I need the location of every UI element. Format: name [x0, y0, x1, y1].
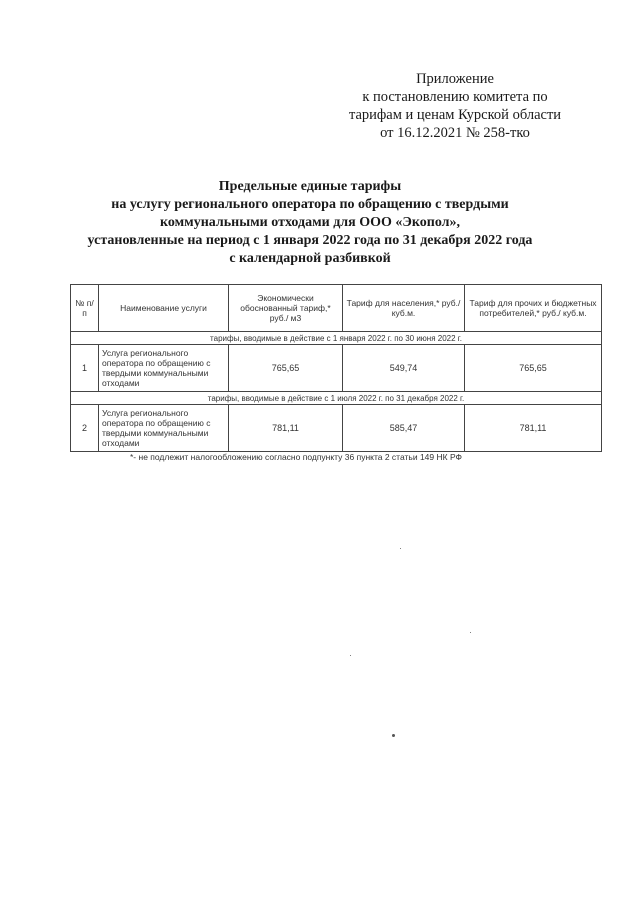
scan-speck — [470, 632, 471, 633]
row-population-tariff: 585,47 — [343, 405, 465, 452]
row-population-tariff: 549,74 — [343, 345, 465, 392]
row-service: Услуга регионального оператора по обращению с твердыми коммунальными отходами — [99, 345, 229, 392]
row-service: Услуга регионального оператора по обращению с твердыми коммунальными отходами — [99, 405, 229, 452]
header-service-name: Наименование услуги — [99, 285, 229, 332]
appendix-line: от 16.12.2021 № 258-тко — [380, 125, 530, 141]
period-row — [71, 332, 602, 345]
header-other-tariff: Тариф для прочих и бюджетных потребителей,* руб./ куб.м. — [465, 285, 602, 332]
document-title — [60, 178, 560, 268]
appendix-block — [330, 70, 580, 142]
title-line: Предельные единые тарифы — [218, 179, 402, 194]
period-label: тарифы, вводимые в действие с 1 июля 2022 г. по 31 декабря 2022 г. — [71, 392, 602, 405]
title-line: коммунальными отходами для ООО «Экопол», — [160, 215, 460, 230]
title-line: установленные на период с 1 января 2022 года по 31 декабря 2022 года — [87, 233, 533, 248]
header-population-tariff: Тариф для населения,* руб./ куб.м. — [343, 285, 465, 332]
row-economic-tariff: 765,65 — [229, 345, 343, 392]
row-num: 1 — [71, 345, 99, 392]
row-economic-tariff: 781,11 — [229, 405, 343, 452]
period-label: тарифы, вводимые в действие с 1 января 2022 г. по 30 июня 2022 г. — [71, 332, 602, 345]
title-line: с календарной разбивкой — [229, 251, 391, 266]
tariff-table — [70, 284, 602, 452]
scan-speck — [400, 548, 401, 549]
row-other-tariff: 781,11 — [465, 405, 602, 452]
row-num: 2 — [71, 405, 99, 452]
scan-speck — [392, 734, 395, 737]
period-row — [71, 392, 602, 405]
title-line: на услугу регионального оператора по обращению с твердыми — [111, 197, 509, 212]
row-other-tariff: 765,65 — [465, 345, 602, 392]
header-economic-tariff: Экономически обоснованный тариф,* руб./ м3 — [229, 285, 343, 332]
appendix-line: тарифам и ценам Курской области — [348, 107, 562, 123]
footnote: *- не подлежит налогообложению согласно подпункту 36 пункта 2 статьи 149 НК РФ — [130, 452, 462, 462]
header-num: № п/п — [71, 285, 99, 332]
scan-speck — [350, 655, 351, 656]
appendix-line: к постановлению комитета по — [362, 89, 548, 105]
table-header-row — [71, 285, 602, 332]
appendix-line: Приложение — [416, 71, 494, 87]
table-row — [71, 405, 602, 452]
table-row — [71, 345, 602, 392]
